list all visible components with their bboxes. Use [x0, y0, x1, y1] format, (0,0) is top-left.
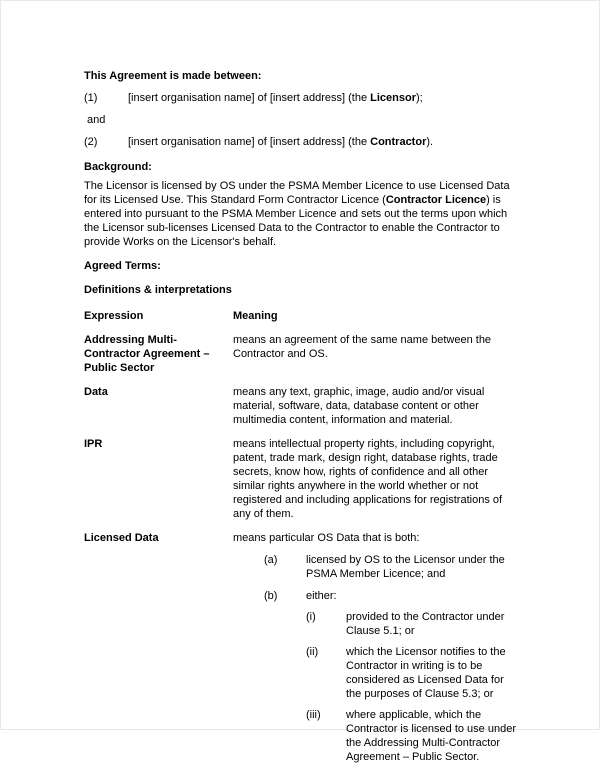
background-heading: Background:: [84, 161, 152, 173]
party-1-number: (1): [84, 92, 98, 104]
background-paragraph: [84, 179, 518, 249]
expression-cell: Addressing Multi-Contractor Agreement – Public Sector: [84, 334, 210, 374]
list-item-a-text: licensed by OS to the Licensor under the PSMA Member Licence; and: [306, 554, 505, 580]
party-connector: and: [87, 114, 106, 126]
party-1-text: [128, 91, 518, 105]
list-item-i-label: (i): [306, 611, 316, 623]
agreed-terms-heading: Agreed Terms:: [84, 260, 161, 272]
definitions-heading: Definitions & interpretations: [84, 284, 232, 296]
table-row: [84, 333, 518, 375]
background-text-pre: The Licensor is licensed by OS under the PSMA Member Licence to use Licensed Data for its Licensed Use. This Standard Form Contractor Licence (: [84, 180, 510, 206]
party-2-text: [128, 135, 518, 149]
party-2-text-post: ).: [426, 136, 434, 148]
party-1-licensor-term: Licensor: [370, 92, 416, 104]
list-item-a-label: (a): [264, 554, 278, 566]
list-item-ii-text: which the Licensor notifies to the Contractor in writing is to be considered as Licensed Data for the purposes of Clause 5.3; or: [346, 646, 506, 700]
party-1-text-pre: [insert organisation name] of [insert address] (the: [128, 92, 371, 104]
party-1-text-post: );: [415, 92, 423, 104]
contractor-licence-term: Contractor Licence: [385, 194, 487, 206]
column-header-expression: Expression: [84, 310, 144, 322]
meaning-cell: means intellectual property rights, including copyright, patent, trade mark, design right, database rights, trade secrets, know how, rights of confidence and all other similar rights anywhere in the world whether or not registered and including applications for registrations of any of them.: [233, 438, 503, 520]
expression-cell: Data: [84, 386, 108, 398]
table-row: [84, 531, 518, 764]
contract-page: [1, 1, 600, 764]
list-item-b-text: either:: [306, 590, 337, 602]
agreement-intro-heading: This Agreement is made between:: [84, 70, 262, 82]
list-item-b-label: (b): [264, 590, 278, 602]
expression-cell: IPR: [84, 438, 103, 450]
party-2-text-pre: [insert organisation name] of [insert address] (the: [128, 136, 371, 148]
list-item-a: [264, 553, 518, 581]
list-item-iii-label: (iii): [306, 709, 321, 721]
list-item-iii: [306, 708, 518, 764]
meaning-cell: [233, 531, 518, 764]
meaning-cell: means any text, graphic, image, audio and/or visual material, software, data, database content or other multimedia content, information and material.: [233, 386, 485, 426]
table-row: [84, 437, 518, 521]
definitions-table-header: [84, 309, 518, 323]
meaning-cell: means an agreement of the same name between the Contractor and OS.: [233, 334, 492, 360]
party-2-contractor-term: Contractor: [370, 136, 427, 148]
expression-cell: Licensed Data: [84, 532, 159, 544]
list-item-b: [264, 589, 518, 764]
list-item-ii-label: (ii): [306, 646, 319, 658]
list-item-b-content: [306, 589, 518, 764]
party-2-number: (2): [84, 136, 98, 148]
column-header-meaning: Meaning: [233, 310, 278, 322]
list-item-i: [306, 610, 518, 638]
party-1: [84, 91, 518, 105]
table-row: [84, 385, 518, 427]
background-text-post: ) is entered into pursuant to the PSMA Member Licence and sets out the terms upon which the Licensor sub-licenses Licensed Data to the Contractor to enable the Contractor to provide Works on the Licensor's behalf.: [84, 194, 508, 248]
list-item-iii-text: where applicable, which the Contractor is licensed to use under the Addressing Multi-Contractor Agreement – Public Sector.: [346, 709, 516, 763]
list-item-ii: [306, 645, 518, 701]
meaning-intro: means particular OS Data that is both:: [233, 532, 420, 544]
party-2: [84, 135, 518, 149]
list-item-i-text: provided to the Contractor under Clause 5.1; or: [346, 611, 505, 637]
